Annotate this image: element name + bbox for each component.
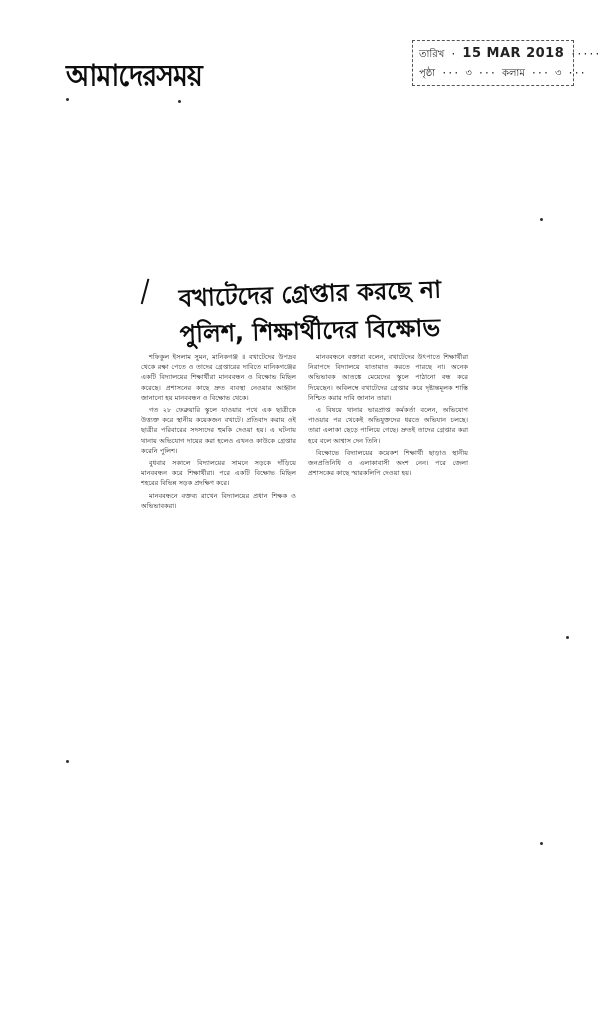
scan-speck (566, 636, 569, 639)
article-paragraph: বিক্ষোভে বিদ্যালয়ের কয়েকশ শিক্ষার্থী ছাড়াও স্থানীয় জনপ্রতিনিধি ও এলাকাবাসী অংশ নেন। পরে জেলা প্রশাসকের কাছে স্মারকলিপি দেওয়া হয়। (308, 448, 468, 478)
article-headline-line-1: বখাটেদের গ্রেপ্তার করছে না (178, 275, 442, 313)
stamp-page-label: পৃষ্ঠা (419, 68, 436, 79)
scan-speck (66, 98, 69, 101)
article-left-column (141, 352, 296, 510)
stamp-date-row: তারিখ · 15 MAR 2018 ····· (419, 46, 601, 61)
stamp-column-label: কলাম (501, 68, 525, 79)
stamp-date-label: তারিখ (419, 49, 445, 60)
scan-speck (178, 100, 181, 103)
article-paragraph: গত ২৮ ফেব্রুয়ারি স্কুলে যাওয়ার পথে এক ছাত্রীকে উত্ত্যক্ত করে স্থানীয় কয়েকজন বখাটে। প্রতিবাদ করায় ওই ছাত্রীর পরিবারের সদস্যদের হুমকি দেওয়া হয়। এ ঘটনায় থানায় অভিযোগ দায়ের করা হলেও এখনও কাউকে গ্রেপ্তার করেনি পুলিশ। (141, 406, 296, 455)
article-paragraph: বুধবার সকালে বিদ্যালয়ের সামনে সড়কে দাঁড়িয়ে মানববন্ধন করে শিক্ষার্থীরা। পরে একটি বিক্ষোভ মিছিল শহরের বিভিন্ন সড়ক প্রদক্ষিণ করে। (141, 459, 296, 488)
stamp-column-value: ৩ (555, 68, 562, 79)
scan-speck (540, 842, 543, 845)
article-paragraph: মানববন্ধনে বক্তব্য রাখেন বিদ্যালয়ের প্রধান শিক্ষক ও অভিভাবকরা। (141, 491, 296, 510)
clipping-date-stamp (412, 40, 601, 86)
stamp-page-value: ৩ (465, 68, 472, 79)
stamp-date-value: 15 MAR 2018 (462, 46, 565, 61)
scan-speck (540, 218, 543, 221)
article-paragraph: শফিকুল ইসলাম সুমন, মানিকগঞ্জ ॥ বখাটেদের উপদ্রব থেকে রক্ষা পেতে ও তাদের গ্রেপ্তারের দাবিতে মানিকগঞ্জের একটি বিদ্যালয়ের শিক্ষার্থীরা মানববন্ধন ও বিক্ষোভ মিছিল করেছে। প্রশাসনের কাছে দ্রুত ব্যবস্থা নেওয়ার আহ্বান জানানো হয় মানববন্ধন ও বিক্ষোভ থেকে। (141, 353, 296, 402)
article-paragraph: এ বিষয়ে থানার ভারপ্রাপ্ত কর্মকর্তা বলেন, অভিযোগ পাওয়ার পর থেকেই অভিযুক্তদের ধরতে অভিযান চলছে। তারা এলাকা ছেড়ে পালিয়ে গেছে। দ্রুতই তাদের গ্রেপ্তার করা হবে বলে আশ্বাস দেন তিনি। (308, 406, 468, 445)
newspaper-masthead: আমাদেরসময় (66, 59, 202, 94)
scan-speck (66, 760, 69, 763)
article-headline-line-2: পুলিশ, শিক্ষার্থীদের বিক্ষোভ (179, 313, 441, 349)
article-right-column (308, 352, 468, 514)
stamp-page-row: পৃষ্ঠা ··· ৩ ··· কলাম ··· ৩ ··· (419, 68, 586, 79)
article-paragraph: মানববন্ধনে বক্তারা বলেন, বখাটেদের উৎপাতে শিক্ষার্থীরা নিরাপদে বিদ্যালয়ে যাতায়াত করতে পারছে না। অনেক অভিভাবক আতঙ্কে মেয়েদের স্কুলে পাঠানো বন্ধ করে দিয়েছেন। অবিলম্বে বখাটেদের গ্রেপ্তার করে দৃষ্টান্তমূলক শাস্তি নিশ্চিত করার দাবি জানান তারা। (308, 353, 468, 402)
